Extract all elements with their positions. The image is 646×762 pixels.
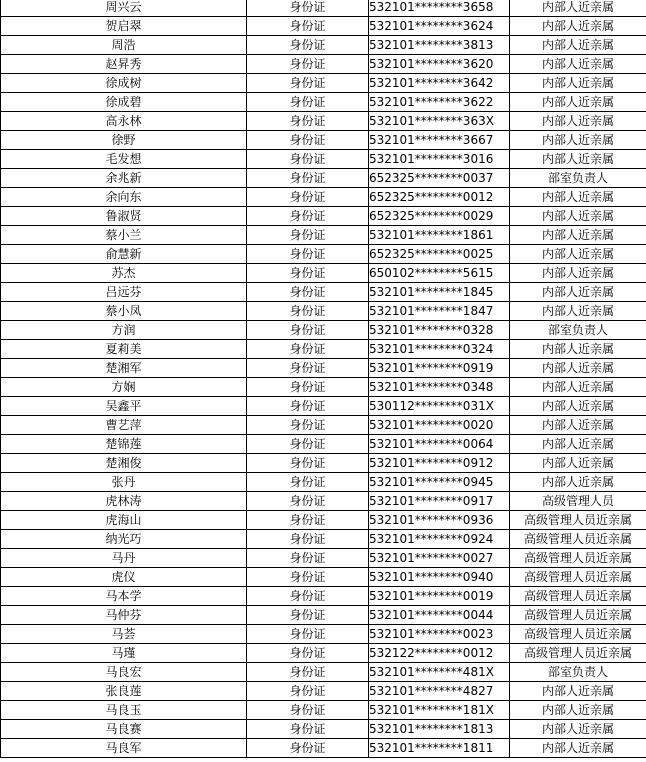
relation-cell: 部室负责人 bbox=[510, 169, 646, 188]
table-row bbox=[1, 587, 646, 606]
relation-cell: 内部人近亲属 bbox=[510, 302, 646, 321]
name-cell: 俞慧新 bbox=[1, 245, 247, 264]
id-type-cell: 身份证 bbox=[247, 473, 369, 492]
id-number-cell: 532101********0044 bbox=[369, 606, 510, 625]
id-type-cell: 身份证 bbox=[247, 416, 369, 435]
name-cell: 鲁淑贤 bbox=[1, 207, 247, 226]
table-row bbox=[1, 207, 646, 226]
relation-cell: 内部人近亲属 bbox=[510, 55, 646, 74]
id-number-cell: 532101********0023 bbox=[369, 625, 510, 644]
id-number-cell: 532101********1811 bbox=[369, 739, 510, 758]
relation-cell: 高级管理人员近亲属 bbox=[510, 587, 646, 606]
id-type-cell: 身份证 bbox=[247, 207, 369, 226]
id-number-cell: 532101********1845 bbox=[369, 283, 510, 302]
id-type-cell: 身份证 bbox=[247, 55, 369, 74]
relation-cell: 内部人近亲属 bbox=[510, 416, 646, 435]
id-number-cell: 532101********0912 bbox=[369, 454, 510, 473]
id-type-cell: 身份证 bbox=[247, 739, 369, 758]
id-type-cell: 身份证 bbox=[247, 530, 369, 549]
id-number-cell: 532101********1813 bbox=[369, 720, 510, 739]
table-row bbox=[1, 663, 646, 682]
name-cell: 余兆新 bbox=[1, 169, 247, 188]
relation-cell: 高级管理人员近亲属 bbox=[510, 568, 646, 587]
id-type-cell: 身份证 bbox=[247, 568, 369, 587]
table-row bbox=[1, 549, 646, 568]
name-cell: 方娴 bbox=[1, 378, 247, 397]
relation-cell: 内部人近亲属 bbox=[510, 74, 646, 93]
relation-cell: 内部人近亲属 bbox=[510, 93, 646, 112]
name-cell: 虎仪 bbox=[1, 568, 247, 587]
id-type-cell: 身份证 bbox=[247, 720, 369, 739]
relation-cell: 内部人近亲属 bbox=[510, 397, 646, 416]
relation-cell: 内部人近亲属 bbox=[510, 359, 646, 378]
relation-cell: 部室负责人 bbox=[510, 321, 646, 340]
name-cell: 马荟 bbox=[1, 625, 247, 644]
relation-cell: 内部人近亲属 bbox=[510, 720, 646, 739]
relation-cell: 高级管理人员近亲属 bbox=[510, 511, 646, 530]
name-cell: 楚湘俊 bbox=[1, 454, 247, 473]
table-row bbox=[1, 568, 646, 587]
table-row bbox=[1, 530, 646, 549]
id-type-cell: 身份证 bbox=[247, 663, 369, 682]
id-type-cell: 身份证 bbox=[247, 454, 369, 473]
id-type-cell: 身份证 bbox=[247, 587, 369, 606]
name-cell: 徐成碧 bbox=[1, 93, 247, 112]
id-number-cell: 532101********3658 bbox=[369, 0, 510, 17]
relation-cell: 部室负责人 bbox=[510, 663, 646, 682]
id-type-cell: 身份证 bbox=[247, 701, 369, 720]
id-type-cell: 身份证 bbox=[247, 245, 369, 264]
id-number-cell: 532101********0919 bbox=[369, 359, 510, 378]
table-row bbox=[1, 169, 646, 188]
id-number-cell: 652325********0012 bbox=[369, 188, 510, 207]
table-row bbox=[1, 55, 646, 74]
table-row bbox=[1, 378, 646, 397]
id-type-cell: 身份证 bbox=[247, 397, 369, 416]
id-number-cell: 532101********363X bbox=[369, 112, 510, 131]
relation-cell: 内部人近亲属 bbox=[510, 264, 646, 283]
table-row bbox=[1, 606, 646, 625]
id-number-cell: 532101********0324 bbox=[369, 340, 510, 359]
name-cell: 马瑾 bbox=[1, 644, 247, 663]
name-cell: 马良玉 bbox=[1, 701, 247, 720]
id-number-cell: 532101********0936 bbox=[369, 511, 510, 530]
id-number-cell: 532101********0917 bbox=[369, 492, 510, 511]
table-row bbox=[1, 492, 646, 511]
table-row bbox=[1, 644, 646, 663]
table-row bbox=[1, 226, 646, 245]
table-row bbox=[1, 131, 646, 150]
id-number-cell: 532122********0012 bbox=[369, 644, 510, 663]
table-row bbox=[1, 188, 646, 207]
id-number-cell: 532101********3624 bbox=[369, 17, 510, 36]
id-number-cell: 532101********0924 bbox=[369, 530, 510, 549]
relation-cell: 内部人近亲属 bbox=[510, 454, 646, 473]
table-row bbox=[1, 397, 646, 416]
name-cell: 赵昇秀 bbox=[1, 55, 247, 74]
id-number-cell: 652325********0029 bbox=[369, 207, 510, 226]
id-type-cell: 身份证 bbox=[247, 169, 369, 188]
id-number-cell: 532101********0328 bbox=[369, 321, 510, 340]
table-row bbox=[1, 283, 646, 302]
id-type-cell: 身份证 bbox=[247, 131, 369, 150]
relation-cell: 内部人近亲属 bbox=[510, 150, 646, 169]
name-cell: 蔡小兰 bbox=[1, 226, 247, 245]
relation-cell: 内部人近亲属 bbox=[510, 473, 646, 492]
name-cell: 马仲芬 bbox=[1, 606, 247, 625]
name-cell: 楚锦莲 bbox=[1, 435, 247, 454]
relation-cell: 内部人近亲属 bbox=[510, 112, 646, 131]
id-type-cell: 身份证 bbox=[247, 511, 369, 530]
table-row bbox=[1, 625, 646, 644]
table-row bbox=[1, 74, 646, 93]
relation-cell: 高级管理人员近亲属 bbox=[510, 530, 646, 549]
id-number-cell: 532101********3620 bbox=[369, 55, 510, 74]
id-number-cell: 532101********3813 bbox=[369, 36, 510, 55]
id-type-cell: 身份证 bbox=[247, 150, 369, 169]
id-type-cell: 身份证 bbox=[247, 264, 369, 283]
id-type-cell: 身份证 bbox=[247, 188, 369, 207]
id-type-cell: 身份证 bbox=[247, 112, 369, 131]
table-row bbox=[1, 720, 646, 739]
table-row bbox=[1, 511, 646, 530]
name-cell: 楚湘军 bbox=[1, 359, 247, 378]
name-cell: 马良军 bbox=[1, 739, 247, 758]
name-cell: 徐成树 bbox=[1, 74, 247, 93]
table-row bbox=[1, 435, 646, 454]
id-type-cell: 身份证 bbox=[247, 492, 369, 511]
table-row bbox=[1, 701, 646, 720]
id-type-cell: 身份证 bbox=[247, 644, 369, 663]
name-cell: 虎海山 bbox=[1, 511, 247, 530]
table-row bbox=[1, 321, 646, 340]
table-row bbox=[1, 93, 646, 112]
table-row bbox=[1, 264, 646, 283]
id-type-cell: 身份证 bbox=[247, 340, 369, 359]
table-row bbox=[1, 150, 646, 169]
name-cell: 夏莉美 bbox=[1, 340, 247, 359]
relation-cell: 高级管理人员近亲属 bbox=[510, 606, 646, 625]
relation-cell: 内部人近亲属 bbox=[510, 17, 646, 36]
id-number-cell: 532101********481X bbox=[369, 663, 510, 682]
relation-cell: 内部人近亲属 bbox=[510, 340, 646, 359]
table-row bbox=[1, 739, 646, 758]
id-number-cell: 530112********031X bbox=[369, 397, 510, 416]
id-number-cell: 532101********0020 bbox=[369, 416, 510, 435]
id-type-cell: 身份证 bbox=[247, 283, 369, 302]
name-cell: 曹艺萍 bbox=[1, 416, 247, 435]
relation-cell: 内部人近亲属 bbox=[510, 739, 646, 758]
relation-cell: 高级管理人员 bbox=[510, 492, 646, 511]
table-row bbox=[1, 359, 646, 378]
relation-cell: 高级管理人员近亲属 bbox=[510, 644, 646, 663]
name-cell: 周兴云 bbox=[1, 0, 247, 17]
id-number-cell: 532101********1861 bbox=[369, 226, 510, 245]
id-type-cell: 身份证 bbox=[247, 682, 369, 701]
table-row bbox=[1, 112, 646, 131]
relation-cell: 内部人近亲属 bbox=[510, 131, 646, 150]
id-type-cell: 身份证 bbox=[247, 302, 369, 321]
name-cell: 高永林 bbox=[1, 112, 247, 131]
id-type-cell: 身份证 bbox=[247, 17, 369, 36]
name-cell: 虎林涛 bbox=[1, 492, 247, 511]
relation-cell: 内部人近亲属 bbox=[510, 207, 646, 226]
table-body bbox=[1, 0, 646, 758]
id-type-cell: 身份证 bbox=[247, 74, 369, 93]
name-cell: 余向东 bbox=[1, 188, 247, 207]
id-type-cell: 身份证 bbox=[247, 625, 369, 644]
relation-cell: 高级管理人员近亲属 bbox=[510, 549, 646, 568]
relation-cell: 内部人近亲属 bbox=[510, 682, 646, 701]
id-number-cell: 532101********0064 bbox=[369, 435, 510, 454]
name-cell: 苏杰 bbox=[1, 264, 247, 283]
name-cell: 吴鑫平 bbox=[1, 397, 247, 416]
id-number-cell: 532101********3642 bbox=[369, 74, 510, 93]
id-type-cell: 身份证 bbox=[247, 321, 369, 340]
table-row bbox=[1, 0, 646, 17]
relation-cell: 内部人近亲属 bbox=[510, 701, 646, 720]
name-cell: 马丹 bbox=[1, 549, 247, 568]
name-cell: 马良宏 bbox=[1, 663, 247, 682]
id-type-cell: 身份证 bbox=[247, 0, 369, 17]
name-cell: 张良莲 bbox=[1, 682, 247, 701]
id-number-cell: 532101********3016 bbox=[369, 150, 510, 169]
id-number-cell: 532101********0945 bbox=[369, 473, 510, 492]
id-number-cell: 652325********0037 bbox=[369, 169, 510, 188]
id-number-cell: 532101********0019 bbox=[369, 587, 510, 606]
table-row bbox=[1, 17, 646, 36]
relation-cell: 内部人近亲属 bbox=[510, 36, 646, 55]
id-type-cell: 身份证 bbox=[247, 36, 369, 55]
name-cell: 蔡小凤 bbox=[1, 302, 247, 321]
id-number-cell: 532101********3622 bbox=[369, 93, 510, 112]
table-row bbox=[1, 682, 646, 701]
id-number-cell: 650102********5615 bbox=[369, 264, 510, 283]
id-number-cell: 532101********0348 bbox=[369, 378, 510, 397]
relation-cell: 内部人近亲属 bbox=[510, 435, 646, 454]
relation-cell: 内部人近亲属 bbox=[510, 226, 646, 245]
id-type-cell: 身份证 bbox=[247, 606, 369, 625]
name-cell: 吕远芬 bbox=[1, 283, 247, 302]
name-cell: 周浩 bbox=[1, 36, 247, 55]
id-number-cell: 532101********1847 bbox=[369, 302, 510, 321]
table-row bbox=[1, 36, 646, 55]
table-row bbox=[1, 340, 646, 359]
relation-cell: 内部人近亲属 bbox=[510, 245, 646, 264]
id-number-cell: 532101********0027 bbox=[369, 549, 510, 568]
name-cell: 贺启翠 bbox=[1, 17, 247, 36]
id-number-cell: 532101********181X bbox=[369, 701, 510, 720]
relation-cell: 高级管理人员近亲属 bbox=[510, 625, 646, 644]
id-type-cell: 身份证 bbox=[247, 226, 369, 245]
relation-cell: 内部人近亲属 bbox=[510, 0, 646, 17]
table-row bbox=[1, 473, 646, 492]
relation-cell: 内部人近亲属 bbox=[510, 283, 646, 302]
table-row bbox=[1, 302, 646, 321]
id-type-cell: 身份证 bbox=[247, 549, 369, 568]
relation-cell: 内部人近亲属 bbox=[510, 378, 646, 397]
table-row bbox=[1, 245, 646, 264]
name-cell: 张丹 bbox=[1, 473, 247, 492]
id-type-cell: 身份证 bbox=[247, 378, 369, 397]
name-cell: 马本学 bbox=[1, 587, 247, 606]
name-cell: 方润 bbox=[1, 321, 247, 340]
name-cell: 纳光巧 bbox=[1, 530, 247, 549]
name-cell: 毛发想 bbox=[1, 150, 247, 169]
id-number-cell: 532101********3667 bbox=[369, 131, 510, 150]
name-cell: 马良赛 bbox=[1, 720, 247, 739]
id-type-cell: 身份证 bbox=[247, 359, 369, 378]
name-cell: 徐野 bbox=[1, 131, 247, 150]
table-row bbox=[1, 416, 646, 435]
id-number-cell: 532101********0940 bbox=[369, 568, 510, 587]
table-row bbox=[1, 454, 646, 473]
id-number-cell: 532101********4827 bbox=[369, 682, 510, 701]
id-number-cell: 652325********0025 bbox=[369, 245, 510, 264]
id-type-cell: 身份证 bbox=[247, 93, 369, 112]
id-type-cell: 身份证 bbox=[247, 435, 369, 454]
relation-cell: 内部人近亲属 bbox=[510, 188, 646, 207]
